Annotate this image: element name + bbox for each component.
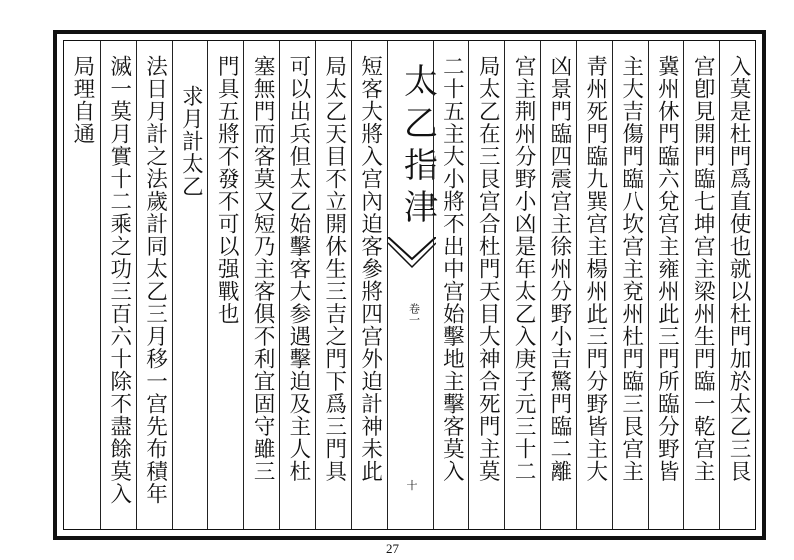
left-strip: [59, 36, 159, 534]
page-number: 27: [386, 541, 399, 556]
text-column-2: [683, 41, 720, 529]
column-text: 滅一莫月實十二乘之功三百六十除不盡餘莫入: [106, 55, 132, 505]
column-text: 局太乙天目不立開休生三吉之門下爲三門具: [321, 55, 347, 483]
column-text: 求月計太乙: [178, 85, 204, 198]
center-gutter: [387, 41, 438, 529]
text-column-6: [540, 41, 577, 529]
column-text: 局理自通: [69, 55, 95, 145]
leaf-number: 十: [406, 479, 418, 492]
text-column-14: [207, 41, 244, 529]
column-text: 可以出兵但太乙始擊客大参遇擊迫及主人杜: [285, 55, 311, 483]
column-text: 凶景門臨四震宫主徐州分野小吉驚門臨二離: [546, 55, 572, 483]
page-frame: [53, 30, 766, 540]
text-column-15: [172, 41, 209, 529]
column-text: 宫主荆州分野小凶是年太乙入庚子元三十二: [511, 55, 537, 483]
text-column-8: [468, 41, 505, 529]
text-column-4: [612, 41, 649, 529]
fishtail-mark: [388, 237, 436, 271]
column-text: 局太乙在三艮宫合杜門天目大神合死門主莫: [475, 55, 501, 483]
column-text: 冀州休門臨六兌宫主雍州此三門所臨分野皆: [654, 55, 680, 483]
text-column-5: [576, 41, 613, 529]
text-panel: [63, 40, 756, 530]
column-text: 入莫是杜門爲直使也就以杜門加於太乙三艮: [726, 55, 752, 483]
juan-label: 卷一: [407, 303, 421, 325]
column-text: 主大吉傷門臨八坎宫主兗州杜門臨三艮宫主: [618, 55, 644, 483]
text-column-9: [433, 41, 470, 529]
column-text: 法日月計之法歲計同太乙三月移一宫先布積年: [142, 55, 168, 505]
text-column-7: [504, 41, 541, 529]
text-column-13: [243, 41, 280, 529]
text-column-3: [648, 41, 685, 529]
column-text: 靑州死門臨九巽宫主楊州此三門分野皆主大: [582, 55, 608, 483]
text-column-1: [719, 41, 756, 529]
column-text: 二十五主大小將不出中宫始擊地主擊客莫入: [439, 55, 465, 483]
text-column-10: [351, 41, 388, 529]
column-text: 宫卽見開門臨七坤宫主梁州生門臨一乾宫主: [690, 55, 716, 483]
column-text: 門具五將不發不可以强戰也: [214, 55, 240, 325]
column-text: 塞無門而客莫又短乃主客俱不利宜固守雖三: [250, 55, 276, 483]
text-column-11: [315, 41, 352, 529]
column-text: 短客大將入宫內迫客參將四宫外迫計神未此: [357, 55, 383, 483]
running-title: 太乙指津: [397, 63, 438, 231]
text-column-12: [279, 41, 316, 529]
